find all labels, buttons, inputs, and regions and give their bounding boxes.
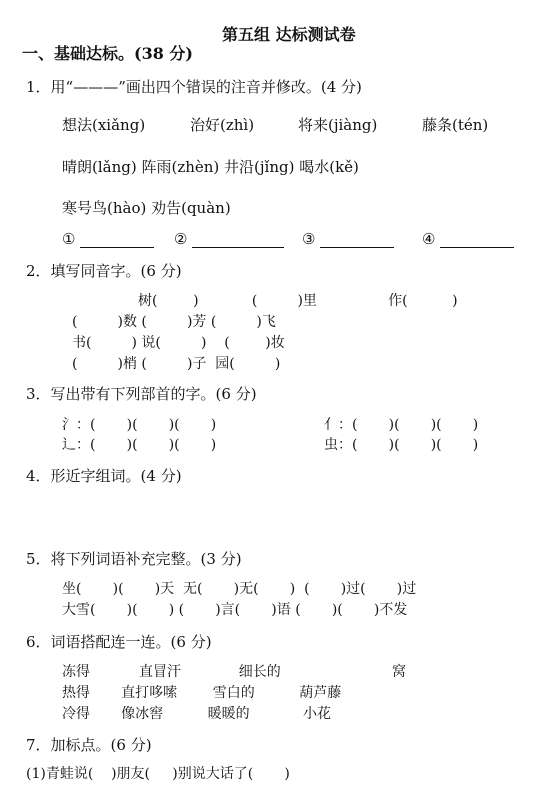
pinyin-row: 寒号鸟(hào) 劝告(quàn)	[62, 199, 231, 217]
question-1-prompt: 1．用“———”画出四个错误的注音并修改。(4 分)	[26, 78, 362, 96]
pinyin-row: 晴朗(lǎng) 阵雨(zhèn) 井沿(jǐng) 喝水(kě)	[62, 158, 359, 176]
answer-blank-label: ③	[302, 230, 316, 248]
answer-blank-line[interactable]	[320, 247, 394, 248]
answer-blank-line[interactable]	[440, 247, 514, 248]
matching-line: 冻得 直冒汗 细长的 窝	[62, 664, 407, 680]
homophone-line: 树( ) ( )里 作( )	[138, 293, 458, 309]
radical-line: 氵：( )( )( )	[62, 417, 217, 433]
pinyin-item: 想法(xiǎng)	[62, 116, 146, 134]
answer-blank-label: ②	[174, 230, 188, 248]
section-heading: 一、基础达标。(38 分)	[22, 44, 193, 63]
pinyin-item: 藤条(tén)	[422, 116, 489, 134]
homophone-line: ( )数 ( )芳 ( )飞	[72, 314, 276, 330]
question-7-prompt: 7．加标点。(6 分)	[26, 736, 152, 754]
matching-line: 热得 直打哆嗦 雪白的 葫芦藤	[62, 685, 342, 701]
punctuation-line: (1)青蛙说( )朋友( )别说大话了( )	[26, 766, 290, 782]
radical-line: 亻：( )( )( )	[324, 417, 479, 433]
question-6-prompt: 6．词语搭配连一连。(6 分)	[26, 633, 212, 651]
homophone-line: ( )梢 ( )子 园( )	[72, 356, 281, 372]
question-4-prompt: 4．形近字组词。(4 分)	[26, 467, 182, 485]
homophone-line: 书( ) 说( ) ( )妆	[72, 335, 285, 351]
page-title: 第五组 达标测试卷	[222, 25, 356, 44]
answer-blank-label: ④	[422, 230, 436, 248]
pinyin-item: 将来(jiàng)	[298, 116, 378, 134]
answer-blank-label: ①	[62, 230, 76, 248]
idiom-line: 大雪( )( ) ( )言( )语 ( )( )不发	[62, 602, 408, 618]
idiom-line: 坐( )( )天 无( )无( ) ( )过( )过	[62, 581, 417, 597]
matching-line: 冷得 像冰窖 暖暖的 小花	[62, 706, 332, 722]
answer-blank-line[interactable]	[192, 247, 284, 248]
radical-line: 辶：( )( )( )	[62, 437, 217, 453]
pinyin-item: 治好(zhì)	[190, 116, 255, 134]
question-5-prompt: 5．将下列词语补充完整。(3 分)	[26, 550, 242, 568]
answer-blank-line[interactable]	[80, 247, 154, 248]
radical-line: 虫：( )( )( )	[324, 437, 479, 453]
question-2-prompt: 2．填写同音字。(6 分)	[26, 262, 182, 280]
question-3-prompt: 3．写出带有下列部首的字。(6 分)	[26, 385, 257, 403]
